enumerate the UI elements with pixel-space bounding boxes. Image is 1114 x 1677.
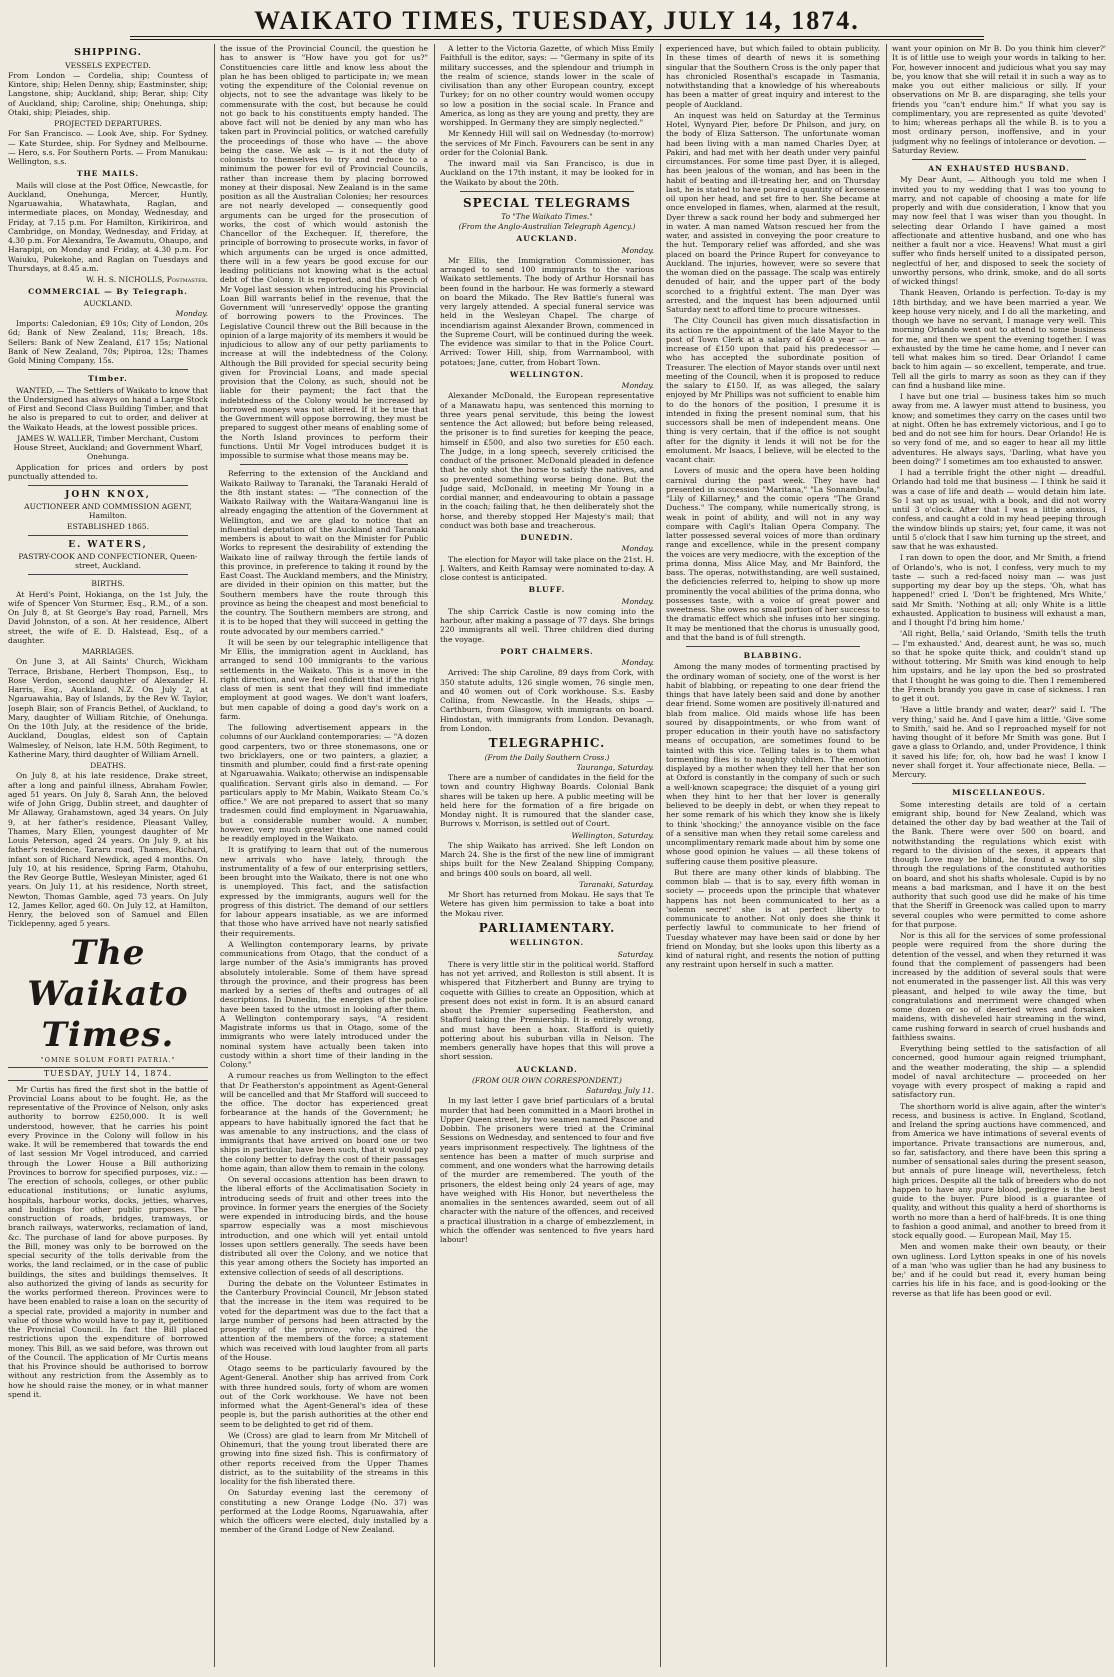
news-paragraph: The inward mail via San Francisco, is due in Auckland on the 17th instant, it may be looked for in the Waikato by about the 20th. — [440, 159, 654, 187]
masthead-rule — [130, 36, 984, 37]
waters-text: PASTRY-COOK AND CONFECTIONER, Queen-street, Auckland. — [18, 551, 198, 571]
knox-established: ESTABLISHED 1865. — [66, 521, 150, 531]
paper-title: The Waikato Times. — [27, 932, 189, 1056]
taranaki-text: Mr Short has returned from Mokau. He says that Te Wetere has given him permission to take a boat into the Mokau river. — [440, 890, 654, 918]
auckland-correspondent-date: Saturday, July 11. — [586, 1086, 654, 1095]
news-paragraph: On Saturday evening last the ceremony of constituting a new Orange Lodge (No. 37) was performed at the Lodge Rooms, Ngaruawahia, after which the officers were elected, duly installed by a member of the Grand Lodge of New Zealand. — [220, 1488, 428, 1535]
divider — [686, 646, 860, 647]
exhausted-text: Thank Heaven, Orlando is perfection. To-day is my 18th birthday, and we have been married a year. We keep house very nicely, and I do all the marketing, and though we have no servant, I manage very well. This morning Orlando went out to attend to some business for me, and then we spent the evening together. I was exhausted by the time he came home, and I never can tell what makes him so tired. Dear Orlando! I came back to him again — so excellent, temperate, and true. Tell all the girls to marry as soon as they can if they can find a husband like mine. — [892, 288, 1106, 390]
exhausted-husband-heading: AN EXHAUSTED HUSBAND. — [928, 164, 1070, 173]
timber-signature: JAMES W. WALLER, Timber Merchant, Custom House Street, Auckland; and Government Wharf, Onehunga. — [13, 433, 203, 462]
divider — [912, 159, 1086, 160]
special-telegrams-heading: SPECIAL TELEGRAMS — [462, 195, 632, 210]
auckland-correspondent-sub: (FROM OUR OWN CORRESPONDENT.) — [472, 1075, 622, 1085]
wellington-text: Alexander McDonald, the European representative of a Manawatu hapu, was sentenced this morning to three years penal servitude, this being the lowest sentence the Act allowed; but before being released, the prisoner is to find sureties for keeping the peace, himself in £500, and also two sureties for £50 each. The Judge, in a long speech, severely criticised the conduct of the prisoner. McDonald pleaded in defence that he only shot the horse to satisfy the natives, and so prevented something worse being done. But the Judge said, McDonald, in meeting Mr Young in a cordial manner, and endeavouring to obtain a passage in the coach; failing that, he then deliberately shot the horse, and thereby stopped Her Majesty's mail; that conduct was both base and treacherous. — [440, 391, 654, 530]
divider — [28, 535, 188, 536]
exhausted-text: 'Have a little brandy and water, dear?' said I. 'The very thing,' said he. And I gave him a little. 'Give some to Smith,' said he. And so I reproached myself for not having thought of it before Mr Smith was gone. But I gave a glass to Orlando, and, under Providence, I think it saved his life; for, oh, how bad he was! I know I never shall forget it. Your affectionate niece, Bella. — Mercury. — [892, 705, 1106, 779]
divider — [912, 783, 1086, 784]
telegraphic-agency: (From the Daily Southern Cross.) — [484, 752, 610, 762]
tauranga-date: Tauranga, Saturday. — [576, 762, 654, 772]
parliamentary-heading: PARLIAMENTARY. — [478, 920, 616, 935]
leader-continued: the issue of the Provincial Council, the question he has to answer is "How have you got for us?" Constituencies care little and know less about the plan he has been obliged to participate in; we mean voting the expenditure of the Colonial revenue on objects, not to see the advantage was likely to be commensurate with the cost, but because he could not go back to his constituents empty handed. The above fact will not be denied by any man who has taken part in Provincial politics, or watched carefully the proceedings of those who have — the above being the case. We ask — is it not the duty of colonists to themselves to try and reduce to a minimum the power for evil of Provincial Councils, rather than increase them by placing borrowed money at their disposal. New Zealand is in the same position as all the Australian Colonies; her resources are not nearly developed — consequently good arguments can be urged for the prosecution of works, the cost of which would astonish the Chancellor of the Exchequer. If, therefore, the principle of borrowing to prosecute works, in favor of which arguments can be urged is once admitted, there will in a few years be good excuse for our leading politicians not knowing what is the actual debt of the Colony. It is reported, and the speech of Mr Vogel last session when introducing his Provincial Loan Bill warrants belief in the revenue, that the Government will 'unreservedly' oppose the granting of borrowing powers to the Provinces. The Legislative Council threw out the Bill because in the opinion of a large majority of its members it would be injudicious to allow any of our petty parliaments to increase at will the indebtedness of the Colony. Although the Bill provided for special security being given for Provincial Loans, and made special provision that the Colony, as such, should not be liable for their payment; the fact that the indebtedness of the Colony would be increased by borrowed moneys was not altered. If it be true that the Government will oppose borrowing, they must be prepared to suggest other means of enabling some of the North Island provinces to perform their functions. Until Mr Vogel introduces budget it is impossible to surmise what those means may be. — [220, 44, 428, 460]
parliamentary-sub: WELLINGTON. — [509, 938, 585, 948]
mails-signature: W. H. S. NICHOLLS, Postmaster. — [86, 275, 208, 285]
leader-text: Mr Curtis has fired the first shot in the battle of Provincial Loans about to be fought. He, as the representative of the Province of Nelson, only asks authority to borrow £250,000. It is well understood, however, that he carries his point every Province in the Colony will follow in his wake. It will be remembered that towards the end of last session Mr Vogel introduced, and carried through the Lower House a Bill authorizing Provinces to borrow for specified purposes, viz.: — The erection of schools, colleges, or other public educational institutions; or lunatic asylums, hospitals, harbour works, docks, jetties, wharves, and buildings for other public purposes. The construction of roads, bridges, tramways, or branch railways, waterworks, reclamation of land, &c. The purchase of land for above purposes. By the Bill, money was only to be borrowed on the special security of the tolls derivable from the works, the land reclaimed, or in the case of public buildings, the sites and buildings themselves. It also authorized the giving of lands as security for the works performed thereon. Provinces were to have been enabled to raise a loan on the security of a special rate, provided a majority in number and value of those who would have to pay it, petitioned the Provincial Council. In fact the Bill placed restrictions upon the expenditure of borrowed money. This Bill, as we said before, was thrown out of the Council. The application of Mr Curtis means that his Province should be authorised to borrow without any restriction from the Assembly as to how he should raise the money, or in what manner spend it. — [8, 1084, 208, 1399]
wellington-heading: WELLINGTON. — [509, 369, 585, 379]
column-2 — [220, 44, 428, 1667]
parliamentary-text: There is very little stir in the political world. Stafford has not yet arrived, and Rolleston is still absent. It is whispered that Fitzherbert and Bunny are trying to coquette with Gillies to create an Opposition, which at present does not exist in form. It is an absurd canard about the Premier superseding Featherston, and Stafford taking the Premiership. It is entirely wrong, and must have been a hoax. Stafford is quietly pottering about his suburban villa in Nelson. The members generally have hopes that this will prove a short session. — [440, 959, 654, 1062]
divider — [28, 574, 188, 575]
divider — [240, 464, 408, 465]
news-paragraph: During the debate on the Volunteer Estimates in the Canterbury Provincial Council, Mr Jebson stated that the increase in the item was required to be voted for the department was due to the fact that a large number of persons had been attracted by the prosperity of the province, who required the attention of the members of the force; a statement which was received with loud laughter from all parts of the House. — [220, 1278, 428, 1362]
timber-note: Application for prices and orders by post punctually attended to. — [8, 462, 208, 481]
commercial-text: Imports: Caledonian, £9 10s; City of London, 20s 6d; Bank of New Zealand, 11s; Breach, 18s. Sellers: Bank of New Zealand, £17 15s; National Bank of New Zealand, 70s; Pipiroa, 12s; Thames Gold Mining Company, 15s. — [8, 319, 208, 366]
column-rule — [434, 44, 435, 1667]
news-paragraph: Mr Kennedy Hill will sail on Wednesday (to-morrow) the services of Mr Finch. Favourers can be sent in any order for the Colonial Bank. — [440, 129, 654, 157]
news-paragraph: We (Cross) are glad to learn from Mr Mitchell of Ohinemuri, that the young trout liberated there are growing into fine sized fish. This is confirmatory of other reports received from the Upper Thames district, as to the suitability of the streams in this locality for the fish liberated there. — [220, 1430, 428, 1486]
column-1 — [8, 44, 208, 1667]
commercial-subheading: AUCKLAND. — [83, 298, 133, 308]
wellington-date: Monday. — [621, 381, 654, 391]
marriages-text: On June 3, at All Saints' Church, Wickham Terrace, Brisbane, Herbert Thompson, Esq., to Rose Verdon, second daughter of Alexander H. Harris, Esq., Auckland, N.Z. On July 2, at Ngaruawahia, Bay of Islands, by the Rev W. Taylor, Joseph Blair, son of Francis Bethel, of Auckland, to Mary, daughter of William Ritchie, of Onehunga. On the 10th July, at the residence of the bride, Auckland, Douglas, eldest son of Captain Walmesley, of Nelson, late H.M. 50th Regiment, to Katherine Mary, third daughter of William Arnell. — [8, 657, 208, 759]
deaths-heading: DEATHS. — [90, 761, 126, 771]
issue-date: TUESDAY, JULY 14, 1874. — [8, 1067, 208, 1081]
blabbing-heading: BLABBING. — [743, 651, 803, 660]
news-paragraph: A Wellington contemporary learns, by private communications from Otago, that the conduct of a large number of the Asia's immigrants has proved absolutely intolerable. Some of them have spread through the province, and their progress has been marked by a series of thefts and outrages of all descriptions. In Dunedin, the energies of the police have been taxed to the utmost in looking after them. A Wellington contemporary says, "A resident Magistrate informs us that in Otago, some of the immigrants who were lately introduced under the nominal system have actually been taken into custody within a short time of their landing in the Colony." — [220, 939, 428, 1069]
exhausted-text: I ran down to open the door, and Mr Smith, a friend of Orlando's, who is not, I confess, very much to my taste — such a red-faced noisy man — was just supporting my dear boy up the steps. 'Oh, what has happened!' cried I. 'Don't be frightened, Mrs White,' said Mr Smith. 'Nothing at all; only White is a little exhausted. Application to business will exhaust a man, and I thought I'd bring him home.' — [892, 553, 1106, 627]
news-paragraph: It is gratifying to learn that out of the numerous new arrivals who have lately, through the instrumentality of a few of our enterprising settlers, been brought into the Waikato, there is not one who is unemployed. This fact, and the satisfaction expressed by the immigrants, augurs well for the progress of this district. The demand of our settlers for labour appears insatiable, as we are informed that those who have arrived have not nearly satisfied their requirements. — [220, 845, 428, 938]
misc-text: Some interesting details are told of a certain emigrant ship, bound for New Zealand, which was detained the other day by bad weather at the Tail of the Bank. There were over 500 on board, and notwithstanding the regulations which exist with regard to the division of the sexes, it appears that though Love may be blind, he found a way to slip through the regulations of the constituted authorities on board, and shot his shafts wholesale. Cupid is by no means a bad marksman, and I have it on the best authority that such good use did he make of his time that the Sheriff in Greenock was called upon to marry several couples who were permitted to come ashore for that purpose. — [892, 799, 1106, 929]
news-paragraph: want your opinion on Mr B. Do you think him clever?' It is of little use to weigh your words in talking to her. For, however innocent and judicious what you say may be, you know that she will retail it in such a way as to make you out either malicious or silly. If your observations on Mr B. are disparaging, she tells your friends you "can't endure him." If what you say is complimentary, you are represented as quite 'devoted' to him; whereas perhaps all the while B. is to you a most ordinary person, inoffensive, and in your judgment why no feelings of intolerance or devotion. — Saturday Review. — [892, 44, 1106, 155]
column-5 — [892, 44, 1106, 1667]
bluff-date: Monday. — [621, 596, 654, 606]
timber-heading: Timber. — [88, 374, 128, 384]
wellington-saturday-date: Wellington, Saturday. — [571, 830, 654, 840]
masthead: WAIKATO TIMES, TUESDAY, JULY 14, 1874. — [254, 6, 860, 35]
births-heading: BIRTHS. — [91, 579, 125, 589]
exhausted-text: I had a terrible fright the other night — dreadful. Orlando had told me that business — I think he said it was a case of life and death — would detain him late. So I sat up as usual, with a book, and did not worry until 3 o'clock. After that I was a little anxious, I confess, and caught a cold in my head peeping through the window blinds up stairs; yet, four came, it was not until 5 o'clock that I saw him turning up the street, and saw that he was exhausted. — [892, 468, 1106, 551]
news-paragraph: The following advertisement appears in the columns of our Auckland contemporaries: — "A dozen good carpenters, two or three stonemasons, one or two bricklayers, one or two painters, a glazier, a tinsmith and plumber, could find a first-rate opening at Ngaruawahia. Waikato; otherwise an indispensable qualification. Servant girls also in demand. — For particulars apply to Mr Mabin, Waikato Steam Co.'s office." We are not prepared to assert that so many tradesmen could find employment in Ngaruawahia, but a considerable number would. A number, however, very much greater than one named could be readily employed in the Waikato. — [220, 723, 428, 843]
special-telegrams-sub: To "The Waikato Times." — [501, 212, 593, 222]
news-paragraph: Lovers of music and the opera have been holding carnival during the past week. They have had presented in succession "Maritana," "La Sonnambula," "Lily of Killarney," and the comic opera "The Grand Duchess." The company, while numerically strong, is weak in point of ability, and will not in any way compare with Cagli's Italian Opera Company. The latter possessed several voices of more than ordinary range and excellence, while in the present company the voices are very mediocre, with the exception of the prima donna, Miss Alice May, and Mr Bainford, the bass. The operas, notwithstanding, are well sustained, the deficiencies referred to, helping to show up more prominently the vocal abilities of the prima donna, who possesses taste, with a voice of great power and sweetness. She owes no small portion of her success to the dramatic effect which she infuses into her singing. It may be mentioned that the chorus is unusually good, and that the band is of full strength. — [666, 466, 880, 642]
dunedin-text: The election for Mayor will take place on the 21st. H. J. Walters, and Keith Ramsay were nominated to-day. A close contest is anticipated. — [440, 554, 654, 583]
news-paragraph: An inquest was held on Saturday at the Terminus Hotel, Wynyard Pier, before Dr Philson, and jury, on the body of Eliza Satterson. The unfortunate woman had been living with a man named Charles Dyer, at Pakiri, and had met with her death under very painful circumstances. For some time past Dyer, it is alleged, has been jealous of the woman, and has been in the habit of beating and ill-treating her, and on Thursday last, he is stated to have poured a quantity of kerosene oil upon her head, and set fire to her. She became at once enveloped in flames, when, alarmed at the result, Dyer threw a sack round her body and submerged her in water. A man named Watson rescued her from the water, and assisted in conveying the poor creature to the hut. Temporary relief was afforded, and she was placed on board the Prince Rupert for conveyance to Auckland. The injuries, however, were so severe that the woman died on the passage. The scalp was entirely denuded of hair, and the upper part of the body scorched to a frightful extent. The man Dyer was arrested, and the inquest has been adjourned until Saturday next to afford time to procure witnesses. — [666, 110, 880, 314]
misc-text: Nor is this all for the services of some professional people were required from the shore during the detention of the vessel, and when they returned it was found that the complement of passengers had been increased by the addition of several souls that were not enumerated in the passenger list. All this was very pleasant, and helped to wile away the time, but congratulations and merriment were changed when some dozen or so of deserted wives and forsaken maidens, with disheveled hair streaming in the wind, came rushing forward in search of cruel husbands and faithless swains. — [892, 931, 1106, 1042]
mails-heading: THE MAILS. — [76, 169, 140, 179]
news-paragraph: The City Council has given much dissatisfaction in its action re the appointment of the late Mayor to the post of Town Clerk at a salary of £400 a year — an increase of £150 upon that paid his predecessor — who has accepted the subordinate position of Treasurer. The election of Mayor stands over until next meeting of the Council, when it is proposed to reduce the salary to £150. If, as was alleged, the salary enjoyed by Mr Phillips was not sufficient to enable him to do the honors of the position, I presume it is intended in fixing the present nominal sum, that his successors shall be men of independent means. One thing is very certain, that if the office is not sought after for the dignity it lends it will not be for the emolument. Mr Isaacs, I believe, will be elected to the vacant chair. — [666, 316, 880, 464]
special-telegrams-agency: (From the Anglo-Australian Telegraph Agency.) — [458, 222, 636, 232]
misc-text: The shorthorn world is alive again, after the winter's recess, and business is active. In England, Scotland, and Ireland the spring auctions have commenced, and from America we have intimations of several events of importance. Private transactions are numerous, and, so far, satisfactory, and there have been this spring a number of sensational sales during the present season, but annals of pure lineage will, nevertheless, fetch high prices. Despite all the talk of breeders who do not happen to have any pure blood, pedigree is the best guide to the buyer. Pure blood is a guarantee of quality, and without this quality a herd of shorthorns is worth no more than a herd of half-breds. It is one thing to fashion a good animal, and another to breed from it stock equally good. — European Mail, May 15. — [892, 1101, 1106, 1240]
tauranga-text: There are a number of candidates in the field for the town and country Highway Boards. Colonial Bank shares will be taken up here. A public meeting will be held here for the formation of a fire brigade on Monday night. It is rumoured that the slander case, Burrows v. Morrison, is settled out of Court. — [440, 773, 654, 829]
knox-text: AUCTIONEER AND COMMISSION AGENT, Hamilton. — [24, 502, 192, 521]
divider — [28, 485, 188, 486]
news-paragraph: Otago seems to be particularly favoured by the Agent-General. Another ship has arrived from Cork with three hundred souls, forty of whom are women out of the Cork workhouse. We have not been informed what the Agent-General's idea of these people is, but the parish authorities at the other end seem to be delighted to get rid of them. — [220, 1364, 428, 1429]
column-rule — [660, 44, 661, 1667]
dunedin-date: Monday. — [621, 544, 654, 554]
exhausted-text: My Dear Aunt, — Although you told me when I invited you to my wedding that I was too young to marry, and not capable of choosing a mate for life properly and with due consideration, I know that you may now feel that I was wiser than you thought. In selecting dear Orlando I have gained a most affectionate and attentive husband, and one who has neither a fault nor a vice. Heavens! What must a girl suffer who finds herself united to a dissipated person, neglectful of her, and disposed to seek the society of unworthy persons, who drink, smoke, and do all sorts of wicked things! — [892, 175, 1106, 286]
masthead-rule-2 — [130, 39, 984, 40]
news-paragraph: A rumour reaches us from Wellington to the effect that Dr Featherston's appointment as Agent-General will be cancelled and that Mr Stafford will succeed to the office. The doctor has experienced great forbearance at the hands of the Government; he appears to have habitually ignored the fact that he was amenable to any instructions, and the class of immigrants that have arrived on board one or two ships in particular, have been such, that it would pay the colony better to defray the cost of their passages home again, than allow them to remain in the colony. — [220, 1071, 428, 1173]
exhausted-text: 'All right, Bella,' said Orlando, 'Smith tells the truth — I'm exhausted.' And, dearest aunt, he was so, much so that he spoke quite thick, and couldn't stand up without tottering. Mr Smith was kind enough to help him upstairs, and he lay upon the bed so prostrated that I thought he was going to die. Then I remembered the French brandy you gave in case of sickness. I ran to get it out. — [892, 629, 1106, 703]
port-chalmers-date: Monday. — [621, 658, 654, 668]
miscellaneous-heading: MISCELLANEOUS. — [952, 788, 1046, 798]
blabbing-text: Among the many modes of tormenting practised by the ordinary woman of society, one of the worst is her habit of blabbing, or repeating to one dear friend the things that have lately been said and done by another dear friend. Some women are positively ill-natured and blab from malice. Old maids whose life has been soured by disappointments, or who from want of proper education in their youth have no satisfactory means of occupation, are sometimes found to be tainted with this vice. Telling tales is to them what tormenting flies is to naughty children. The emotion displayed by a mother when they tell her that her son at Oxford is constantly in the company of such or such a well-known scapegrace; the disquiet of a young girl when they hint to her that her lover is generally believed to be deeply in debt, or when they repeat to her some remark of his which they know she is likely to think 'shocking;' the annoyance visible on the face of a sensitive man when they retail some careless and uncomplimentary remark made about him by some one whose good opinion he values — all these tokens of suffering cause them positive pleasure. — [666, 662, 880, 866]
deaths-text: On July 8, at his late residence, Drake street, after a long and painful illness, Abraham Fowler, aged 51 years. On July 8, Sarah Ann, the beloved wife of John Grigg, Dublin street, and daughter of Mr Allaway, Grahamstown, aged 34 years. On July 9, at her father's residence, Pleasant Valley, Thames, Mary Ellen, youngest daughter of Mr Louis Peterson, aged 24 years. On July 9, at his father's residence, Tararu road, Thames, Richard, infant son of Richard Newdick, aged 4 months. On July 10, at his residence, Spring Farm, Otahuhu, the Rev George Buttle, Wesleyan Minister, aged 61 years. On July 11, at his residence, North street, Newton, Thomas Gamble, aged 73 years. On July 12, James Kellor, aged 60. On July 12, at Hamilton, Henry, the beloved son of Samuel and Ellen Ticklepenny, aged 5 years. — [8, 771, 208, 929]
divider — [460, 191, 634, 192]
column-rule — [886, 44, 887, 1667]
auckland-correspondent-text: In my last letter I gave brief particulars of a brutal murder that had been committed in a Maori brothel in Upper Queen street, by two seamen named Pascoe and Dobbin. The prisoners were tried at the Criminal Sessions on Wednesday, and sentenced to four and five years imprisonment respectively. The lightness of the sentence has been a matter of much surprise and comment, and one wonders what the harrowing details of the murder are remembered. The youth of the prisoners, the eldest being only 24 years of age, may have weighed with His Honor, but nevertheless the anomalies in the sentences awarded, seem out of all character with the nature of the offences, and received a practical illustration in a charge of embezzlement, in which the offender was sentenced to five years hard labour! — [440, 1096, 654, 1244]
exhausted-text: I have but one trial — business takes him so much away from me. A lawyer must attend to business, you know; and sometimes they carry on the cases until two at night. Often he has extremely victorious, and I go to bed and do not see him for hours. Dear Orlando! He is so very fond of me, and so eager to hear all my little adventures. He always says, 'Darling, what have you been doing?' I sometimes am too exhausted to answer. — [892, 392, 1106, 466]
news-paragraph: A letter to the Victoria Gazette, of which Miss Emily Faithfull is the editor, says: — "Germany in spite of its military successes, and the splendour and triumph in the realm of science, stands lower in the scale of civilisation than any other European country, except Turkey; for on no other country would women occupy so low a position in the social scale. In France and America, as long as they are young and pretty, they are worshipped. In Germany they are simply neglected." — [440, 44, 654, 127]
parliamentary-date: Saturday. — [617, 949, 654, 959]
mails-text: Mails will close at the Post Office, Newcastle, for Auckland, Onehunga, Mercer, Huntly, Ngaruawahia, Whatawhata, Raglan, and intermediate places, on Monday, Wednesday, and Friday, at 7.15 p.m. For Hamilton, Kirikiriroa, and Cambridge, on Monday, Wednesday, and Friday, at 4.30 p.m. For Alexandra, Te Awamutu, Ohaupo, and Harapipi, on Monday and Friday, at 4.30 p.m. For Waiuku, Pukekohe, and Raglan on Tuesdays and Thursdays, at 8.45 a.m. — [8, 180, 208, 273]
news-paragraph: Referring to the extension of the Auckland and Waikato Railway to Taranaki, the Taranaki Herald of the 8th instant states: — "The connection of the Waikato Railway with the Waitara-Wanganui line is already engaging the attention of the Government at Wellington, and we are glad to notice that an influential deputation of the Auckland and Taranaki members is about to wait on the Minister for Public Works to represent the desirability of extending the Waikato line of railway through the fertile lands of this province, in preference to taking it round by the East Coast. The Auckland members, and the Ministry, are divided in their opinion on this matter, but the Southern members have the route through this province as being the cheapest and most beneficial to the country. The Southern members are strong, and it is to be hoped that they will succeed in getting the route advocated by our members carried." — [220, 469, 428, 636]
port-chalmers-text: Arrived: The ship Caroline, 89 days from Cork, with 350 statute adults, 126 single women, 76 single men, and 40 women out of Cork workhouse. S.s. Easby Collina, from Newcastle. In the Heads, ships — Carthburn, from Glasgow, with immigrants on board. Hindostan, with immigrants from London. Devanagh, from London. — [440, 668, 654, 733]
misc-text: Everything being settled to the satisfaction of all concerned, good humour again reigned triumphant, and the weather moderating, the ship — a splendid model of naval architecture — proceeded on her voyage with every prospect of making a rapid and satisfactory run. — [892, 1044, 1106, 1100]
commercial-date: Monday. — [175, 308, 208, 318]
paper-motto: "OMNE SOLUM FORTI PATRIA." — [40, 1055, 176, 1064]
births-text: At Herd's Point, Hokianga, on the 1st July, the wife of Spencer Von Sturmer, Esq., R.M., of a son. On July 8, at St George's Bay road, Parnell, Mrs David Johnston, of a son. At her residence, Albert street, the wife of E. D. Halstead, Esq., of a daughter. — [8, 589, 208, 645]
vessels-heading: VESSELS EXPECTED. — [65, 60, 151, 70]
waters-name: E. WATERS, — [68, 539, 148, 550]
column-3 — [440, 44, 654, 1667]
shipping-heading: SHIPPING. — [74, 47, 142, 58]
bluff-text: The ship Carrick Castle is now coming into the harbour, after making a passage of 77 days. She brings 220 immigrants all well. Three children died during the voyage. — [440, 606, 654, 644]
commercial-heading: COMMERCIAL — By Telegraph. — [28, 287, 188, 297]
auckland-text: Mr Ellis, the Immigration Commissioner, has arranged to send 100 immigrants to the various Waikato settlements. The body of Arthur Horsnail has been found in the harbour. He was formerly a steward on board the Mikado. The Rev Battle's funeral was very largely attended. A special funeral service was held in the Wesleyan Chapel. The charge of incendiarism against Alexander Brown, commenced in the Supreme Court, will be continued during the week. The evidence was similar to that in the Police Court. Arrived: Tower Hill, ship, from Warrnambool, with potatoes; Jane, cutter, from Hobart Town. — [440, 255, 654, 367]
taranaki-date: Taranaki, Saturday. — [579, 879, 654, 889]
news-paragraph: It will be seen by our telegraphic intelligence that Mr Ellis, the immigration agent in Auckland, has arranged to send 100 immigrants to the various settlements in the Waikato. This is a move in the right direction, and we feel confident that if the right class of men is sent that they will find immediate employment at good wages. We don't want loafers, but men capable of doing a good day's work on a farm. — [220, 637, 428, 721]
timber-text: WANTED, — The Settlers of Waikato to know that the Undersigned has always on hand a Large Stock of First and Second Class Building Timber, and that he also is prepared to cut to order, and deliver at the Waikato Heads, at the lowest possible prices. — [8, 385, 208, 432]
auckland-heading: AUCKLAND. — [516, 234, 578, 244]
auckland-correspondent-heading: AUCKLAND. — [516, 1064, 578, 1074]
column-rule — [214, 44, 215, 1667]
telegraphic-heading: TELEGRAPHIC. — [488, 736, 606, 751]
dunedin-heading: DUNEDIN. — [520, 533, 574, 543]
divider — [28, 369, 188, 370]
news-paragraph: But there are many other kinds of blabbing. The common blab — that is to say, every fifth woman in society — proceeds upon the principle that whatever happens has not been communicated to her as a 'solemn secret' she is at perfect liberty to communicate to another. Not only does she think it perfectly lawful to communicate to her friend of Tuesday whatever may have been said or done by her friend on Monday, but she looks upon this liberty as a kind of natural right, and resents the notion of putting any restraint upon herself in such a matter. — [666, 867, 880, 970]
news-paragraph: On several occasions attention has been drawn to the liberal efforts of the Acclimatisation Society in introducing seeds of fruit and other trees into the province. In former years the energies of the Society were expended in introducing birds, and the house sparrow especially was a most mischievous introduction, and one which will yet entail untold losses upon settlers generally. The seeds have been distributed all over the Colony, and we notice that this year among others the Society has imported an extensive collection of seeds of all descriptions. — [220, 1175, 428, 1277]
auckland-date: Monday. — [621, 245, 654, 255]
news-paragraph: experienced have, but which failed to obtain publicity. In these times of dearth of news it is something singular that the Southern Cross is the only paper that has chronicled Rosenthal's escapade in Tasmania, notwithstanding that a knowledge of his whereabouts has been a matter of great inquiry and interest to the people of Auckland. — [666, 44, 880, 109]
port-chalmers-heading: PORT CHALMERS. — [500, 646, 594, 656]
bluff-heading: BLUFF. — [528, 585, 566, 595]
wellington-saturday-text: The ship Waikato has arrived. She left London on March 24. She is the first of the new line of immigrant ships built for the New Zealand Shipping Company, and brings 400 souls on board, all well. — [440, 840, 654, 878]
projected-heading: PROJECTED DEPARTURES. — [54, 119, 162, 129]
knox-name: JOHN KNOX, — [65, 490, 151, 501]
column-4 — [666, 44, 880, 1667]
misc-text: Men and women make their own beauty, or their own ugliness. Lord Lytton speaks in one of his novels of a man 'who was uglier than he had any business to be;' and if he could but read it, every human being carries his life in his face, and is good-looking or the reverse as that life has been good or evil. — [892, 1242, 1106, 1298]
vessels-text: From London — Cordelia, ship; Countess of Kintore, ship; Helen Denny, ship; Eastminster, ship; Langstone, ship; Auckland, ship; Berar, ship; City of Auckland, ship; Caroline, ship; Onehunga, ship; Otaki, ship; Pleiades, ship. — [8, 70, 208, 117]
marriages-heading: MARRIAGES. — [81, 647, 135, 657]
projected-text: For San Francisco. — Look Ave, ship. For Sydney. — Kate Sturdee, ship. For Sydney and Melbourne. — Hero, s.s. For Southern Ports. — From Manukau: Wellington, s.s. — [8, 129, 208, 167]
